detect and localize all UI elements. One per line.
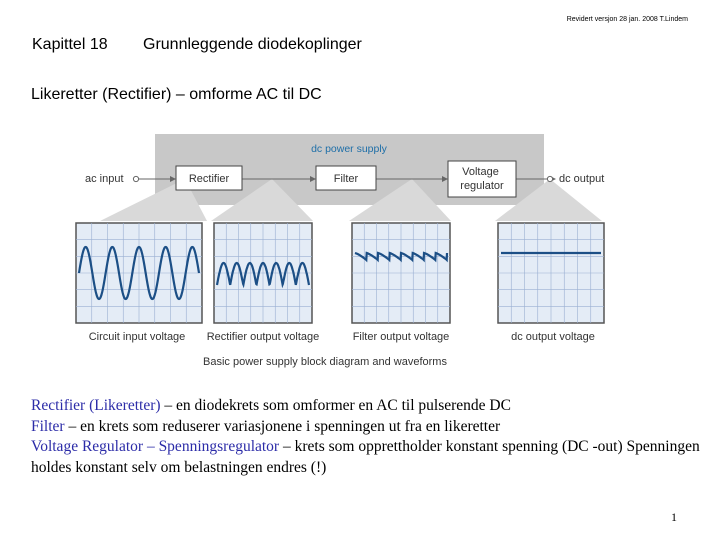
- waveform-scopes: [76, 223, 604, 323]
- chapter-title: Grunnleggende diodekoplinger: [143, 36, 362, 53]
- dc-output-label: dc output: [559, 173, 605, 185]
- regulator-term: Voltage Regulator – Spenningsregulator: [31, 438, 280, 455]
- chapter-number: Kapittel 18: [32, 36, 108, 53]
- page-number: 1: [671, 510, 677, 524]
- input-waveform-scope: [76, 223, 202, 323]
- rectifier-output-voltage-label: Rectifier output voltage: [206, 331, 320, 343]
- ac-input-label: ac input: [85, 173, 124, 185]
- regulator-block-label: Voltage regulator: [460, 166, 504, 192]
- slide-subtitle: Likeretter (Rectifier) – omforme AC til DC: [31, 86, 322, 103]
- output-terminal: [547, 176, 552, 181]
- power-supply-title: dc power supply: [311, 143, 387, 155]
- rectifier-block-label: Rectifier: [188, 173, 230, 185]
- regulator-description: – krets som opprettholder konstant spenning (DC -out) Spenningen holdes konstant selv om belastningen endres (!): [31, 438, 700, 476]
- input-terminal: [133, 176, 138, 181]
- circuit-input-voltage-label: Circuit input voltage: [88, 331, 186, 343]
- filter-block-label: Filter: [333, 173, 359, 185]
- dc-output-voltage-label: dc output voltage: [511, 331, 595, 343]
- body-text: [31, 396, 701, 478]
- filter-output-voltage-label: Filter output voltage: [352, 331, 450, 343]
- filter-waveform-scope: [352, 223, 450, 323]
- filter-definition: [31, 417, 701, 438]
- revision-note: Revidert versjon 28 jan. 2008 T.Lindem: [566, 16, 688, 23]
- dc-waveform-scope: [498, 223, 604, 323]
- rectifier-waveform-scope: [214, 223, 312, 323]
- rectifier-term: Rectifier (Likeretter): [31, 397, 161, 414]
- rectifier-definition: [31, 396, 701, 417]
- power-supply-figure: [70, 130, 650, 375]
- filter-term: Filter: [31, 417, 65, 435]
- rectifier-description: – en diodekrets som omformer en AC til pulserende DC: [160, 397, 511, 414]
- figure-caption: Basic power supply block diagram and waveforms: [203, 356, 447, 368]
- regulator-definition: [31, 437, 701, 478]
- filter-description: – en krets som reduserer variasjonene i spenningen ut fra en likeretter: [64, 417, 501, 435]
